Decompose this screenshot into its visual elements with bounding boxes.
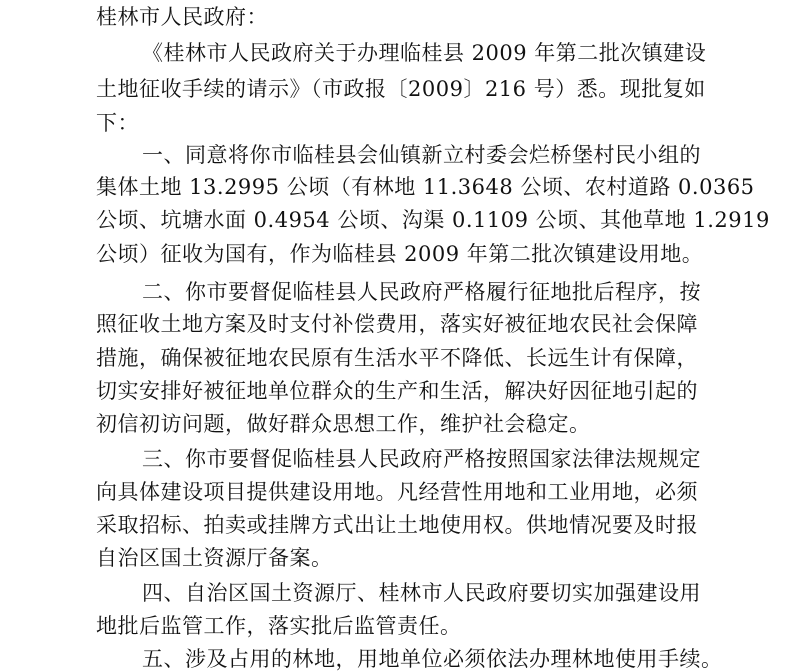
text-line: 土地征收手续的请示》（市政报〔2009〕216 号）悉。现批复如 <box>96 77 706 101</box>
text-line: 下： <box>96 111 139 135</box>
text-line: 地批后监管工作，落实批后监管责任。 <box>96 614 462 638</box>
text-line: 五、涉及占用的林地，用地单位必须依法办理林地使用手续。 <box>142 647 723 671</box>
text-line: 三、你市要督促临桂县人民政府严格按照国家法律法规规定 <box>142 447 701 471</box>
text-line: 四、自治区国土资源厅、桂林市人民政府要切实加强建设用 <box>142 581 701 605</box>
text-line: 自治区国土资源厅备案。 <box>96 546 333 570</box>
text-line: 措施，确保被征地农民原有生活水平不降低、长远生计有保障， <box>96 346 698 370</box>
text-line: 采取招标、拍卖或挂牌方式出让土地使用权。供地情况要及时报 <box>96 513 698 537</box>
text-line: 公顷）征收为国有，作为临桂县 2009 年第二批次镇建设用地。 <box>96 242 704 266</box>
text-line: 切实安排好被征地单位群众的生产和生活，解决好因征地引起的 <box>96 379 698 403</box>
text-line: 公顷、坑塘水面 0.4954 公顷、沟渠 0.1109 公顷、其他草地 1.2919 <box>96 208 770 232</box>
text-line: 初信初访问题，做好群众思想工作，维护社会稳定。 <box>96 412 591 436</box>
addressee-line: 桂林市人民政府： <box>96 5 268 29</box>
text-line: 向具体建设项目提供建设用地。凡经营性用地和工业用地，必须 <box>96 480 698 504</box>
text-line: 《桂林市人民政府关于办理临桂县 2009 年第二批次镇建设 <box>142 41 707 65</box>
text-line: 集体土地 13.2995 公顷（有林地 11.3648 公顷、农村道路 0.0365 <box>96 175 755 199</box>
text-line: 二、你市要督促临桂县人民政府严格履行征地批后程序，按 <box>142 280 701 304</box>
text-line: 照征收土地方案及时支付补偿费用，落实好被征地农民社会保障 <box>96 312 698 336</box>
text-line: 一、同意将你市临桂县会仙镇新立村委会烂桥堡村民小组的 <box>142 143 701 167</box>
